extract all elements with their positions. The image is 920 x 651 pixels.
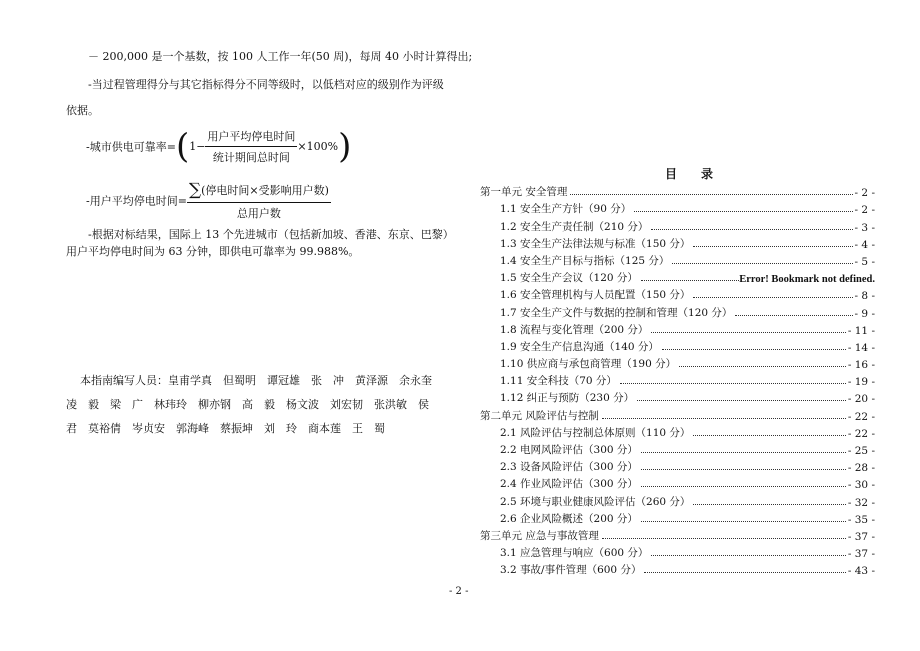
toc-dot-leader	[634, 211, 852, 212]
toc-entry-page: - 37 -	[847, 530, 875, 543]
toc-entry-label: 1.4 安全生产目标与指标（125 分）	[500, 254, 670, 267]
toc-entry[interactable]	[480, 491, 875, 508]
toc-dot-leader	[693, 246, 852, 247]
toc-dot-leader	[662, 349, 846, 350]
one-minus: 1−	[189, 140, 206, 153]
toc-entry-label: 1.6 安全管理机构与人员配置（150 分）	[500, 289, 691, 302]
toc-entry-page: - 43 -	[847, 565, 875, 578]
toc-entry[interactable]	[480, 337, 875, 354]
toc-title: 目 录	[665, 167, 720, 181]
toc-entry[interactable]	[480, 388, 875, 405]
formula-label: -城市供电可靠率=	[86, 140, 176, 154]
toc-entry[interactable]	[480, 440, 875, 457]
toc-entry-page: - 32 -	[847, 496, 875, 509]
toc-entry[interactable]	[480, 216, 875, 233]
authors-line-3: 君 莫裕倩 岑贞安 郭海峰 蔡振坤 刘 玲 商本莲 王 蜀	[66, 422, 385, 435]
toc-entry[interactable]	[480, 509, 875, 526]
toc-entry-label: 3.1 应急管理与响应（600 分）	[500, 547, 649, 560]
table-of-contents	[480, 182, 875, 577]
toc-entry-page: - 14 -	[847, 341, 875, 354]
toc-dot-leader	[693, 297, 852, 298]
toc-entry-page: - 9 -	[854, 307, 875, 320]
toc-entry[interactable]	[480, 423, 875, 440]
toc-entry-label: 1.12 纠正与预防（230 分）	[500, 392, 635, 405]
toc-dot-leader	[672, 263, 852, 264]
fraction-denominator: 统计期间总时间	[212, 151, 290, 164]
authors-line-2: 凌 毅 梁 广 林玮玲 柳亦钢 高 毅 杨文波 刘宏韧 张洪敏 侯	[66, 398, 429, 411]
toc-entry-page: - 19 -	[847, 376, 875, 389]
toc-entry-page: - 2 -	[854, 204, 875, 217]
fraction-denominator: 总用户数	[236, 207, 281, 220]
toc-entry-page: - 20 -	[847, 393, 875, 406]
toc-entry[interactable]	[480, 320, 875, 337]
toc-entry-page: - 3 -	[854, 221, 875, 234]
toc-entry-label: 1.5 安全生产会议（120 分）	[500, 272, 638, 285]
toc-entry-page: - 28 -	[847, 462, 875, 475]
toc-entry[interactable]	[480, 199, 875, 216]
toc-entry[interactable]	[480, 251, 875, 268]
formula-label: -用户平均停电时间=	[86, 194, 187, 208]
reliability-formula	[86, 128, 351, 165]
toc-entry-label: 第二单元 风险评估与控制	[480, 409, 599, 422]
toc-entry-label: 1.9 安全生产信息沟通（140 分）	[500, 340, 659, 353]
toc-entry[interactable]	[480, 302, 875, 319]
toc-dot-leader	[641, 280, 739, 281]
toc-entry[interactable]	[480, 234, 875, 251]
numerator-text: (停电时间×受影响用户数)	[201, 184, 329, 197]
toc-entry-label: 1.11 安全科技（70 分）	[500, 375, 617, 388]
base-note: － 200,000 是一个基数，按 100 人工作一年(50 周)，每周 40 小时计算得出;	[88, 50, 473, 63]
toc-entry-label: 第三单元 应急与事故管理	[480, 529, 599, 542]
fraction-numerator: 用户平均停电时间	[205, 128, 297, 147]
toc-dot-leader	[641, 469, 846, 470]
toc-entry-page: - 11 -	[847, 324, 875, 337]
toc-entry[interactable]	[480, 354, 875, 371]
toc-entry-label: 1.8 流程与变化管理（200 分）	[500, 323, 649, 336]
toc-dot-leader	[602, 538, 846, 539]
toc-bookmark-error: Error! Bookmark not defined.	[739, 274, 875, 286]
toc-dot-leader	[641, 521, 846, 522]
grading-note: -当过程管理得分与其它指标得分不同等级时，以低档对应的级别作为评级	[88, 78, 444, 91]
toc-entry-label: 2.3 设备风险评估（300 分）	[500, 461, 638, 474]
toc-dot-leader	[651, 555, 845, 556]
toc-entry-label: 2.1 风险评估与控制总体原则（110 分）	[500, 426, 691, 439]
toc-entry[interactable]	[480, 268, 875, 285]
outage-time-formula	[86, 180, 331, 221]
toc-entry-label: 2.6 企业风险概述（200 分）	[500, 512, 638, 525]
toc-entry-page: - 25 -	[847, 445, 875, 457]
toc-entry[interactable]	[480, 543, 875, 560]
toc-entry-page: - 5 -	[854, 255, 875, 268]
toc-dot-leader	[651, 332, 845, 333]
toc-entry[interactable]	[480, 526, 875, 543]
toc-entry-label: 1.3 安全生产法律法规与标准（150 分）	[500, 237, 691, 250]
toc-entry[interactable]	[480, 560, 875, 577]
toc-entry-label: 3.2 事故/事件管理（600 分）	[500, 564, 642, 577]
toc-entry-label: 1.7 安全生产文件与数据的控制和管理（120 分）	[500, 306, 733, 319]
toc-entry[interactable]	[480, 457, 875, 474]
toc-entry-label: 2.2 电网风险评估（300 分）	[500, 444, 638, 456]
toc-dot-leader	[637, 400, 846, 401]
toc-dot-leader	[651, 229, 852, 230]
toc-entry-page: - 8 -	[854, 290, 875, 303]
toc-dot-leader	[735, 315, 852, 316]
reliability-fraction	[205, 128, 297, 165]
benchmark-note: -根据对标结果，国际上 13 个先进城市（包括新加坡、香港、东京、巴黎）	[88, 228, 454, 241]
toc-entry-label: 2.4 作业风险评估（300 分）	[500, 478, 638, 491]
toc-entry[interactable]	[480, 474, 875, 491]
grading-note-cont: 依据。	[66, 104, 99, 117]
toc-dot-leader	[644, 572, 845, 573]
sigma-symbol: ∑	[188, 180, 202, 200]
toc-entry-page: - 30 -	[847, 479, 875, 492]
toc-dot-leader	[602, 418, 846, 419]
toc-entry-page: - 35 -	[847, 513, 875, 526]
toc-entry[interactable]	[480, 182, 875, 199]
fraction-numerator	[187, 180, 331, 203]
toc-dot-leader	[679, 366, 846, 367]
toc-dot-leader	[693, 504, 845, 505]
outage-fraction	[187, 180, 331, 221]
benchmark-note-cont: 用户平均停电时间为 63 分钟，即供电可靠率为 99.988%。	[66, 245, 360, 258]
toc-entry-label: 第一单元 安全管理	[480, 186, 568, 199]
toc-entry-page: - 2 -	[854, 187, 875, 200]
toc-dot-leader	[641, 452, 846, 453]
toc-entry-label: 1.10 供应商与承包商管理（190 分）	[500, 358, 677, 371]
toc-entry-page: - 22 -	[847, 410, 875, 423]
times-percent: ×100%	[297, 140, 339, 153]
toc-dot-leader	[693, 435, 845, 436]
toc-entry[interactable]	[480, 285, 875, 302]
toc-entry-page: - 37 -	[847, 548, 875, 561]
toc-entry-page: - 16 -	[847, 359, 875, 372]
right-paren: )	[338, 126, 352, 167]
toc-entry-page: - 22 -	[847, 427, 875, 440]
authors-line-1: 本指南编写人员：皇甫学真 但蜀明 谭冠雄 张 冲 黄泽源 余永奎	[80, 374, 432, 387]
toc-entry-label: 2.5 环境与职业健康风险评估（260 分）	[500, 495, 691, 508]
toc-entry-label: 1.2 安全生产责任制（210 分）	[500, 220, 649, 233]
left-paren: (	[175, 126, 190, 167]
toc-entry-label: 1.1 安全生产方针（90 分）	[500, 203, 632, 216]
toc-dot-leader	[570, 194, 852, 195]
toc-dot-leader	[641, 486, 846, 487]
toc-entry[interactable]	[480, 371, 875, 388]
toc-entry[interactable]	[480, 405, 875, 422]
toc-dot-leader	[620, 383, 846, 384]
toc-entry-page: - 4 -	[854, 238, 875, 251]
page-number: - 2 -	[449, 586, 469, 597]
